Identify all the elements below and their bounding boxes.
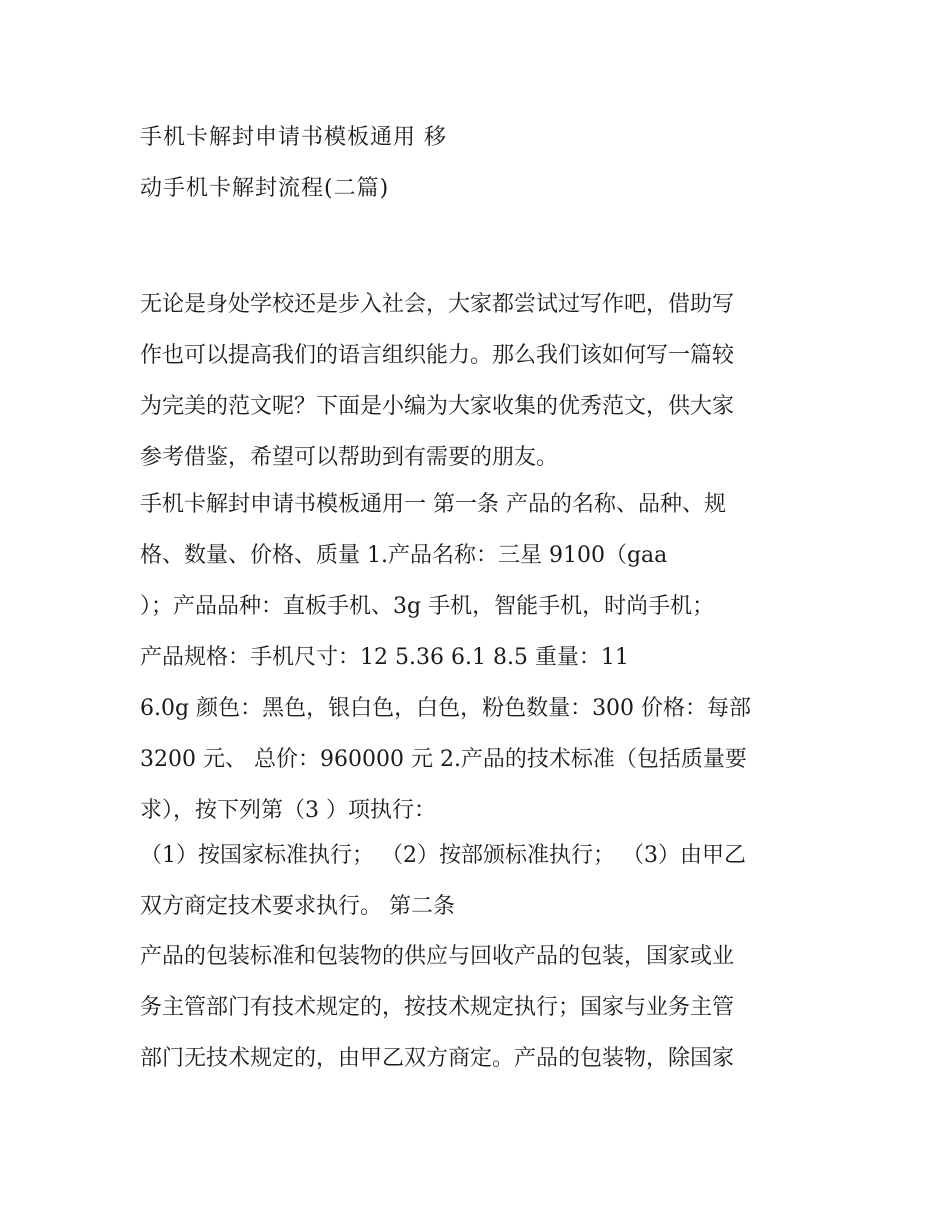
text-line: 格、数量、价格、质量 1.产品名称：三星 9100（gaa bbox=[140, 543, 668, 568]
text-line: 产品规格：手机尺寸：12 5.36 6.1 8.5 重量：11 bbox=[140, 645, 629, 670]
text-line: 无论是身处学校还是步入社会，大家都尝试过写作吧，借助写 bbox=[140, 292, 735, 317]
text-line: ）；产品品种：直板手机、3g 手机，智能手机，时尚手机； bbox=[140, 594, 715, 619]
packaging-paragraph bbox=[140, 931, 820, 1084]
standards-paragraph bbox=[140, 830, 820, 932]
title-line: 手机卡解封申请书模板通用 移 bbox=[140, 125, 447, 150]
text-line: （1）按国家标准执行； （2）按部颁标准执行； （3）由甲乙 bbox=[140, 843, 746, 868]
text-line: 为完美的范文呢？下面是小编为大家收集的优秀范文，供大家 bbox=[140, 394, 735, 419]
text-line: 双方商定技术要求执行。 第二条 bbox=[140, 894, 455, 919]
document-title bbox=[140, 112, 820, 214]
text-line: 手机卡解封申请书模板通用一 第一条 产品的名称、品种、规 bbox=[140, 492, 726, 517]
text-line: 3200 元、 总价：960000 元 2.产品的技术标准（包括质量要 bbox=[140, 747, 747, 772]
text-line: 部门无技术规定的，由甲乙双方商定。产品的包装物，除国家 bbox=[140, 1046, 735, 1071]
text-line: 求），按下列第（3 ）项执行： bbox=[140, 798, 436, 823]
title-line: 动手机卡解封流程(二篇) bbox=[140, 176, 390, 201]
text-line: 参考借鉴，希望可以帮助到有需要的朋友。 bbox=[140, 445, 559, 470]
text-line: 务主管部门有技术规定的，按技术规定执行；国家与业务主管 bbox=[140, 995, 735, 1020]
intro-paragraph bbox=[140, 279, 820, 483]
article-one-paragraph bbox=[140, 479, 820, 836]
text-line: 作也可以提高我们的语言组织能力。那么我们该如何写一篇较 bbox=[140, 343, 735, 368]
text-line: 产品的包装标准和包装物的供应与回收产品的包装，国家或业 bbox=[140, 944, 735, 969]
text-line: 6.0g 颜色：黑色，银白色，白色，粉色数量：300 价格：每部 bbox=[140, 696, 752, 721]
